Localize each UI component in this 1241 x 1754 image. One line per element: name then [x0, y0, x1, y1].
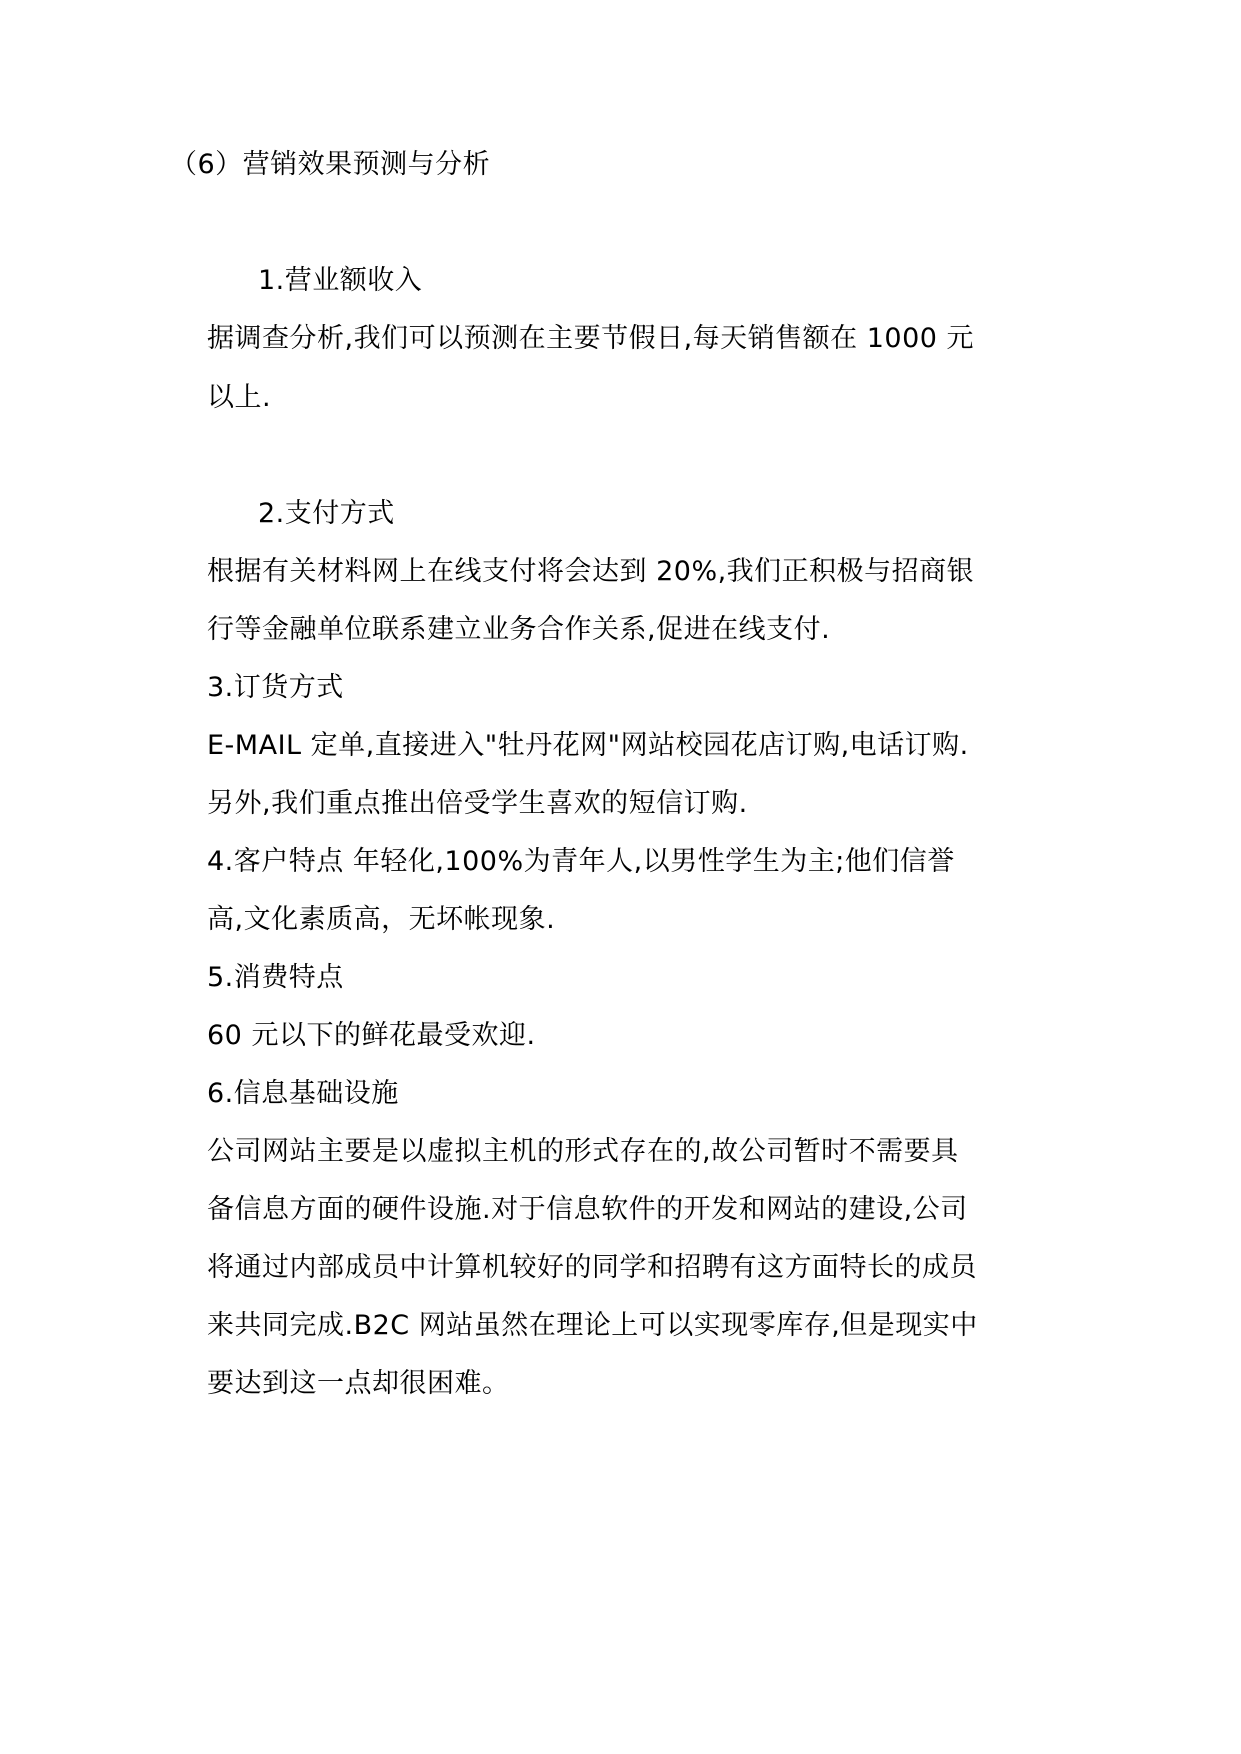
item-1-line-1: 据调查分析,我们可以预测在主要节假日,每天销售额在 1000 元: [207, 323, 975, 354]
item-4-line-2: 高,文化素质高，无坏帐现象.: [207, 904, 556, 935]
item-3-heading: 3.订货方式: [207, 672, 344, 703]
item-6-heading: 6.信息基础设施: [207, 1078, 399, 1109]
item-2-heading: 2.支付方式: [258, 498, 395, 529]
item-4-line-1: 4.客户特点 年轻化,100%为青年人,以男性学生为主;他们信誉: [207, 846, 955, 877]
item-5-heading: 5.消费特点: [207, 962, 344, 993]
item-6-line-3: 将通过内部成员中计算机较好的同学和招聘有这方面特长的成员: [207, 1252, 977, 1283]
item-6-line-2: 备信息方面的硬件设施.对于信息软件的开发和网站的建设,公司: [207, 1194, 968, 1225]
item-6-line-4: 来共同完成.B2C 网站虽然在理论上可以实现零库存,但是现实中: [207, 1310, 978, 1341]
item-1-heading: 1.营业额收入: [258, 265, 423, 296]
item-6-line-1: 公司网站主要是以虚拟主机的形式存在的,故公司暂时不需要具: [207, 1136, 959, 1167]
item-2-line-2: 行等金融单位联系建立业务合作关系,促进在线支付.: [207, 614, 831, 645]
item-3-line-2: 另外,我们重点推出倍受学生喜欢的短信订购.: [207, 788, 748, 819]
section-heading: （6）营销效果预测与分析: [170, 149, 491, 180]
item-1-line-2: 以上.: [207, 382, 272, 413]
item-6-line-5: 要达到这一点却很困难。: [207, 1368, 510, 1399]
item-2-line-1: 根据有关材料网上在线支付将会达到 20%,我们正积极与招商银: [207, 556, 975, 587]
item-5-line-1: 60 元以下的鲜花最受欢迎.: [207, 1020, 536, 1051]
item-3-line-1: E-MAIL 定单,直接进入"牡丹花网"网站校园花店订购,电话订购.: [207, 730, 969, 761]
